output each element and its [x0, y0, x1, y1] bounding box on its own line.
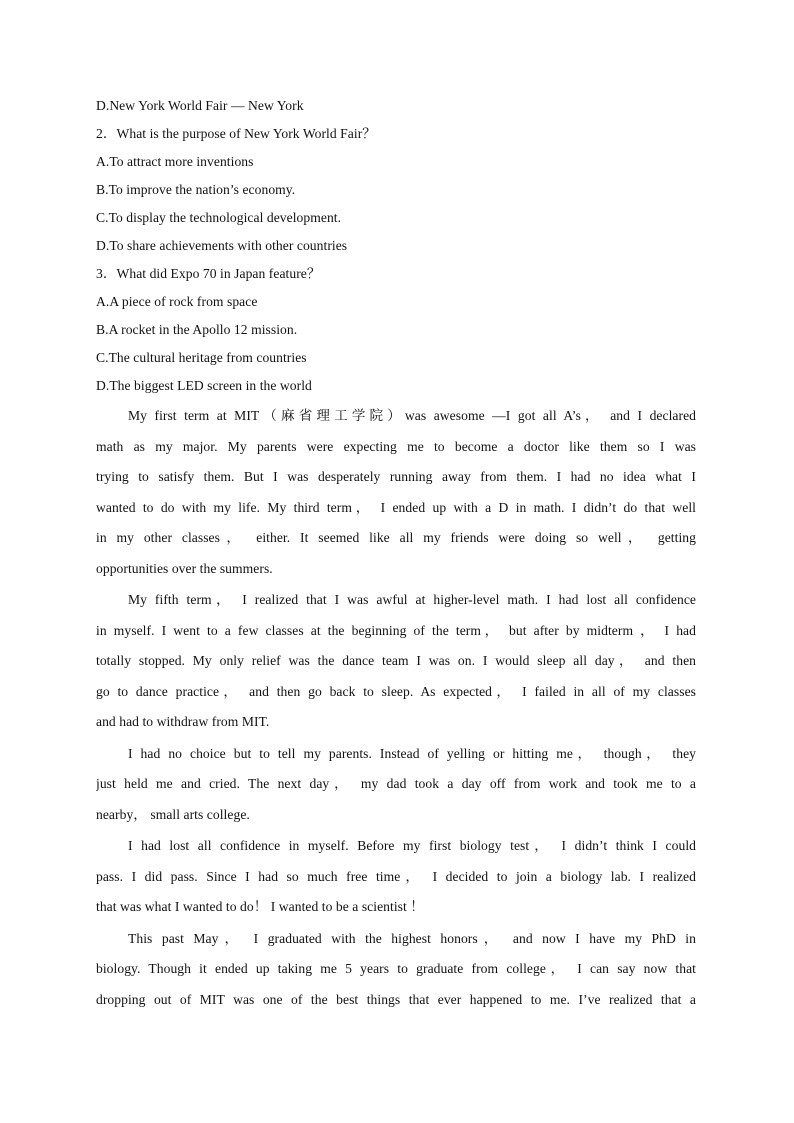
passage-line: opportunities over the summers.	[96, 560, 273, 576]
document-page	[96, 92, 696, 1015]
passage-line: nearby， small arts college.	[96, 806, 250, 822]
passage-line: This past May， I graduated with the highest honors， and now I have my PhD in	[128, 930, 696, 946]
question-1-tail	[96, 92, 696, 120]
passage-line: My fifth term， I realized that I was awful at higher-level math. I had lost all confidence	[128, 592, 696, 607]
option-line: D.To share achievements with other countries	[96, 238, 348, 253]
passage-line: trying to satisfy them. But I was desperately running away from them. I had no idea what I	[96, 469, 696, 484]
passage-line: pass. I did pass. Since I had so much free time， I decided to join a biology lab. I realized	[96, 868, 696, 884]
passage-line: I had no choice but to tell my parents. Instead of yelling or hitting me， though， they	[128, 745, 696, 761]
option-line: A.A piece of rock from space	[96, 294, 258, 309]
passage-line: My first term at MIT（麻省理工学院）was awesome —I got all A’s， and I declared	[128, 408, 696, 423]
passage-line: math as my major. My parents were expecting me to become a doctor like them so I was	[96, 438, 696, 454]
passage-line: just held me and cried. The next day， my dad took a day off from work and took me to a	[96, 776, 696, 791]
option-line: D.The biggest LED screen in the world	[96, 378, 312, 393]
passage-line: go to dance practice， and then go back to sleep. As expected， I failed in all of my classes	[96, 683, 696, 699]
passage-line: wanted to do with my life. My third term， I ended up with a D in math. I didn’t do that well	[96, 499, 696, 515]
question-2	[96, 120, 696, 260]
option-line: B.To improve the nation’s economy.	[96, 182, 296, 197]
option-line: A.To attract more inventions	[96, 154, 254, 169]
passage-line: and had to withdraw from MIT.	[96, 714, 270, 729]
passage-line: totally stopped. My only relief was the dance team I was on. I would sleep all day， and then	[96, 653, 696, 668]
passage-line: in myself. I went to a few classes at the beginning of the term， but after by midterm ， I had	[96, 622, 696, 638]
passage-paragraph	[96, 739, 696, 831]
passage-paragraph	[96, 401, 696, 584]
option-line: B.A rocket in the Apollo 12 mission.	[96, 322, 298, 337]
passage-line: biology. Though it ended up taking me 5 years to graduate from college， I can say now that	[96, 961, 696, 976]
passage-paragraph	[96, 585, 696, 738]
passage-line: dropping out of MIT was one of the best things that ever happened to me. I’ve realized that a	[96, 991, 696, 1007]
option-line: C.To display the technological development.	[96, 210, 342, 225]
question-3	[96, 260, 696, 400]
option-line: C.The cultural heritage from countries	[96, 350, 307, 365]
passage-paragraph	[96, 924, 696, 1016]
passage-line: I had lost all confidence in myself. Before my first biology test， I didn’t think I could	[128, 838, 696, 853]
passage-line: that was what I wanted to do！ I wanted to be a scientist ！	[96, 899, 424, 914]
passage-line: in my other classes， either. It seemed like all my friends were doing so well， getting	[96, 530, 696, 545]
passage-paragraph	[96, 831, 696, 923]
question-stem: 3．What did Expo 70 in Japan feature？	[96, 266, 321, 281]
question-stem: 2．What is the purpose of New York World Fair？	[96, 126, 376, 141]
option-line: D.New York World Fair — New York	[96, 98, 304, 113]
